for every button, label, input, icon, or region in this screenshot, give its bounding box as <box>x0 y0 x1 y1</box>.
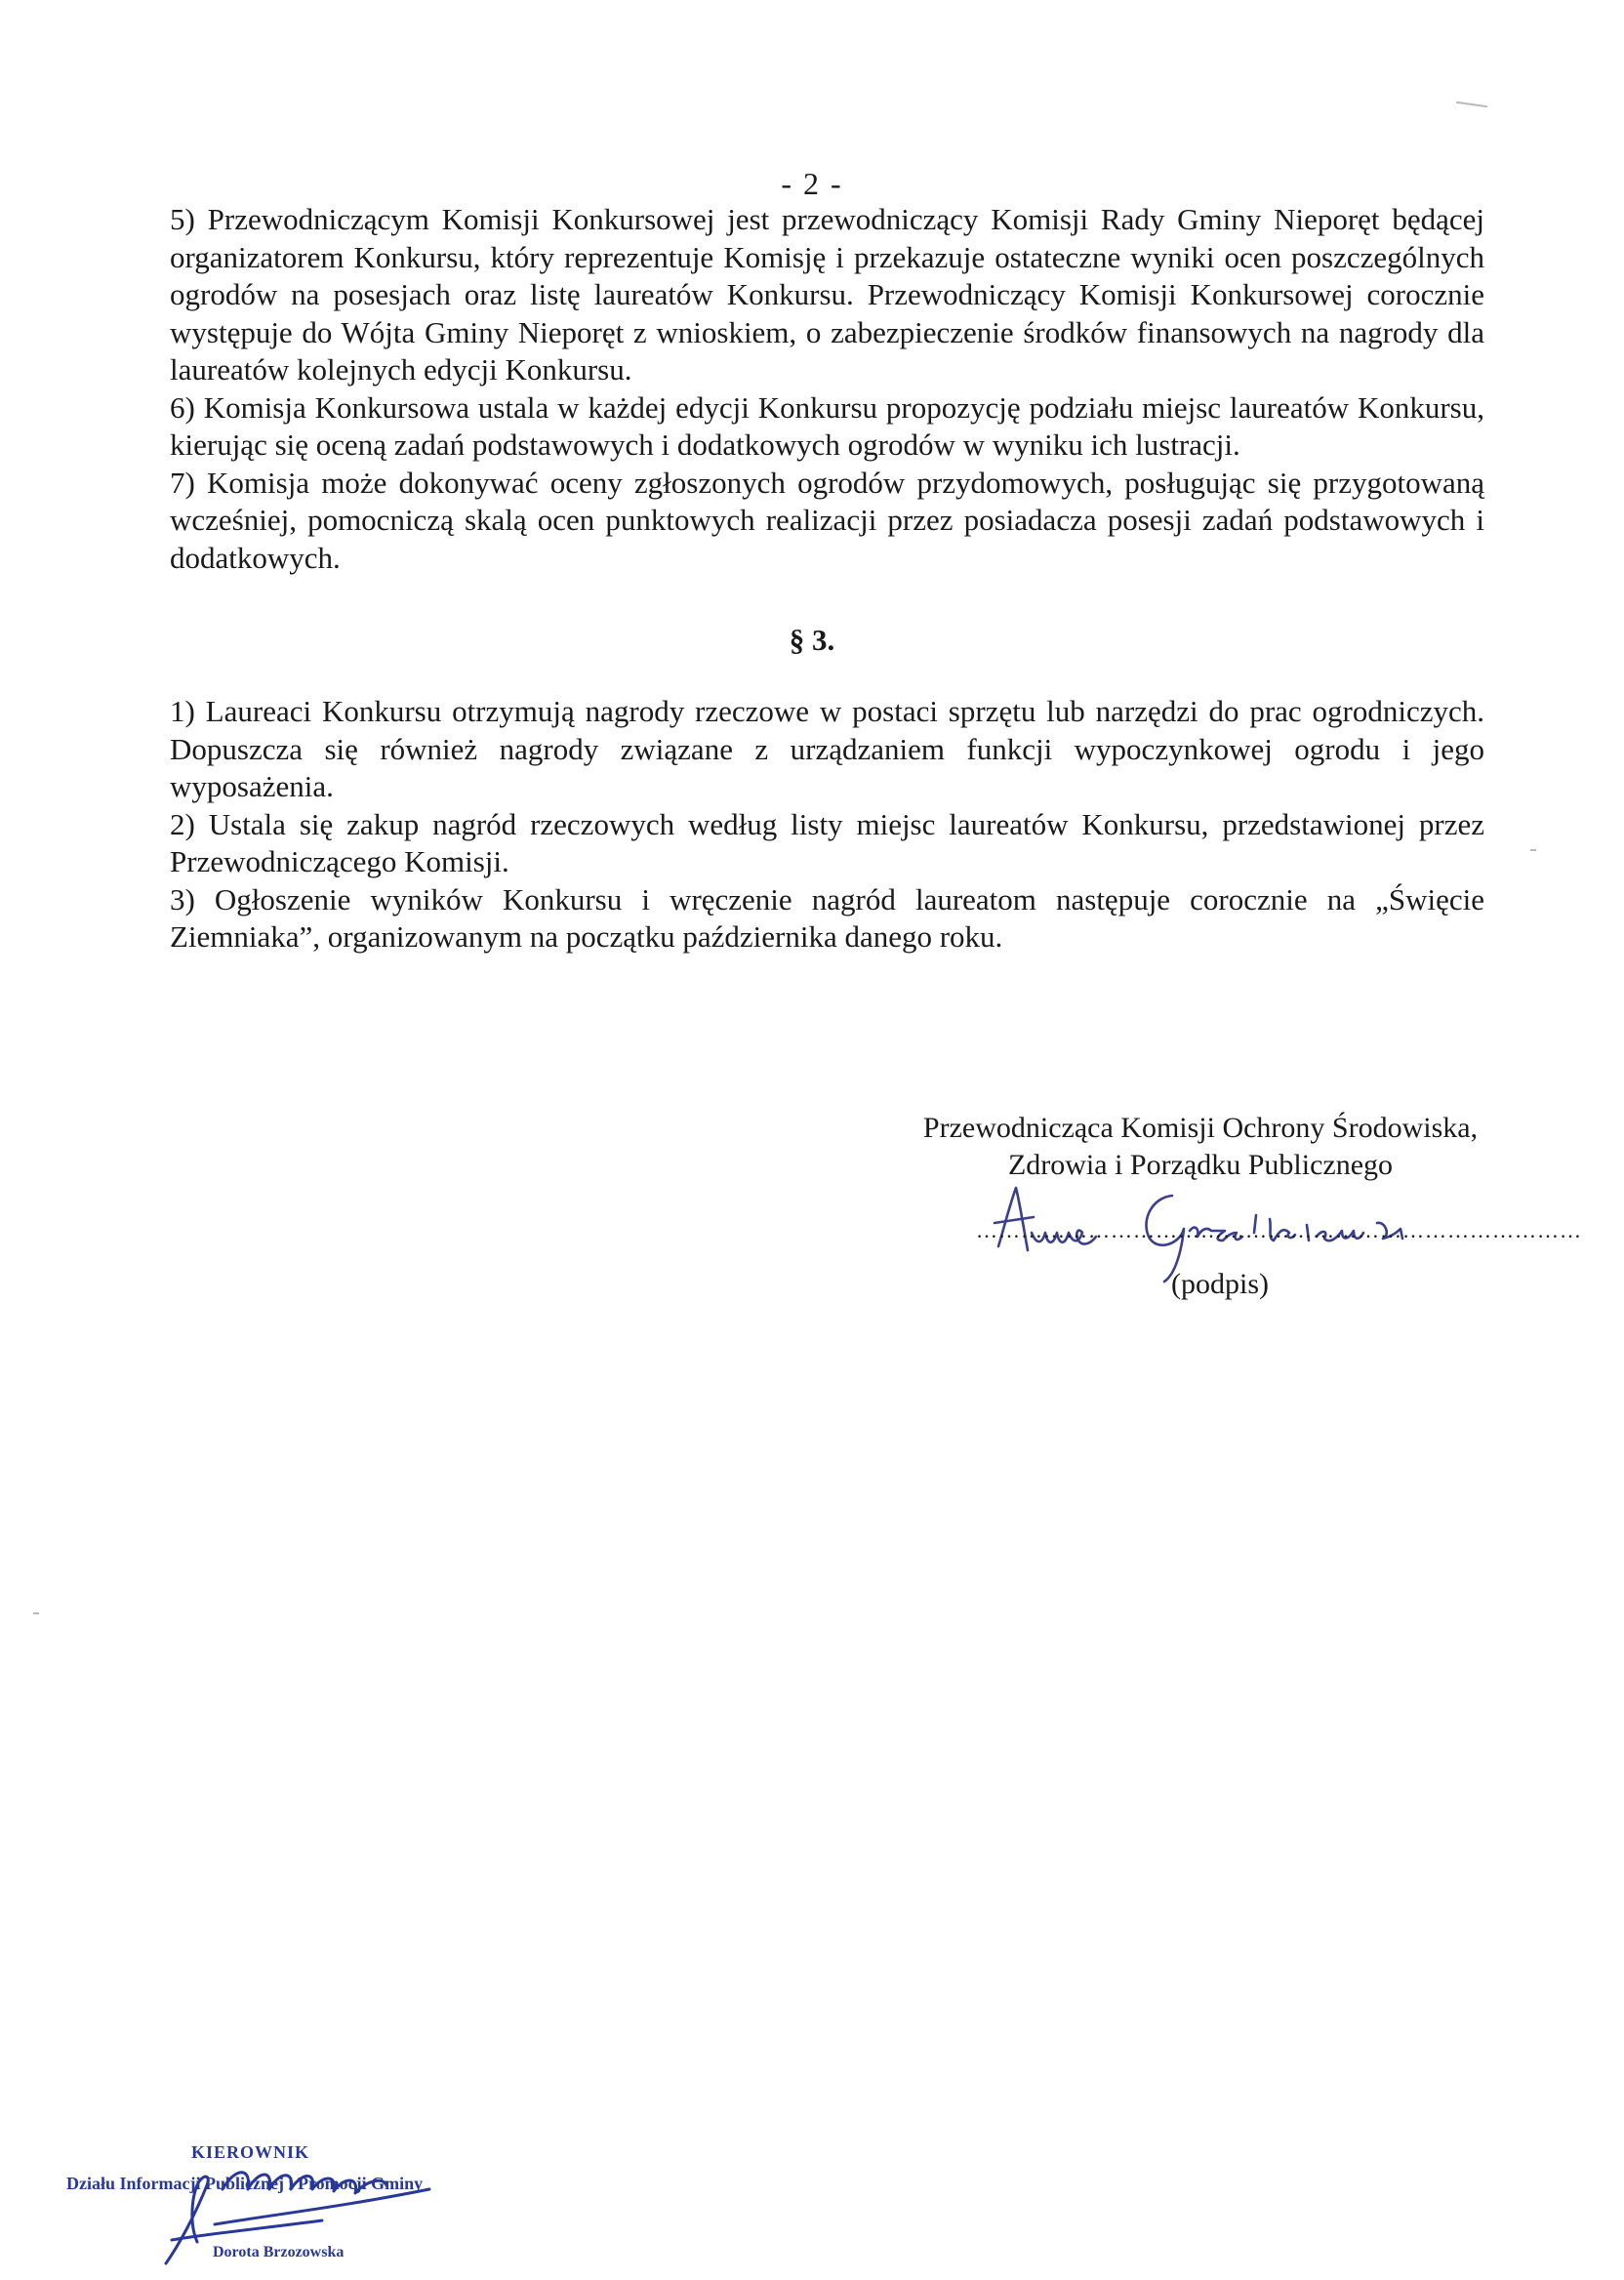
section-heading: § 3. <box>789 623 835 657</box>
scan-mark <box>1456 102 1487 107</box>
signature-caption: (podpis) <box>1171 1268 1269 1300</box>
paragraph: 5) Przewodniczącym Komisji Konkursowej jest przewodniczący Komisji Rady Gminy Nieporęt będącej organizatorem Konkursu, który reprezentuje Komisję i przekazuje ostateczne wyniki ocen poszczególnych ogrodów na posesjach oraz listę laureatów Konkursu. Przewodniczący Komisji Konkursowej corocznie występuje do Wójta Gminy Nieporęt z wnioskiem, o zabezpieczenie środków finansowych na nagrody dla laureatów kolejnych edycji Konkursu. <box>170 202 1484 387</box>
official-stamp <box>59 2142 449 2269</box>
stamp-department: Działu Informacji Publicznej i Promocji Gminy <box>66 2174 424 2193</box>
section-2-points <box>170 201 1484 577</box>
paragraph: 3) Ogłoszenie wyników Konkursu i wręczenie nagród laureatom następuje corocznie na „Święcie Ziemniaka”, organizowanym na początku października danego roku. <box>170 881 1484 954</box>
scan-mark <box>1530 849 1536 851</box>
signatory-title-line: Przewodnicząca Komisji Ochrony Środowiska, <box>922 1112 1479 1144</box>
paragraph: 7) Komisja może dokonywać oceny zgłoszonych ogrodów przydomowych, posługując się przygotowaną wcześniej, pomocniczą skalą ocen punktowych realizacji przez posiadacza posesji zadań podstawowych i dodatkowych. <box>170 465 1484 575</box>
paragraph: 2) Ustala się zakup nagród rzeczowych według listy miejsc laureatów Konkursu, przedstawionej przez Przewodniczącego Komisji. <box>170 806 1484 878</box>
signatory-title <box>878 1110 1522 1184</box>
signatory-title-line: Zdrowia i Porządku Publicznego <box>1007 1149 1394 1181</box>
paragraph: 1) Laureaci Konkursu otrzymują nagrody rzeczowe w postaci sprzętu lub narzędzi do prac ogrodniczych. Dopuszcza się również nagrody związane z urządzaniem funkcji wypoczynkowej ogrodu i jego wyposażenia. <box>170 694 1484 803</box>
stamp-title: KIEROWNIK <box>191 2142 310 2162</box>
paragraph: 6) Komisja Konkursowa ustala w każdej edycji Konkursu propozycję podziału miejsc laureatów Konkursu, kierując się oceną zadań podstawowych i dodatkowych ogrodów w wyniku ich lustracji. <box>170 389 1484 462</box>
stamp-signature <box>146 2156 449 2269</box>
signature-line: ……………………………………………………………………… <box>976 1218 1582 1242</box>
section-3-points <box>170 693 1484 957</box>
scan-mark <box>33 1612 39 1614</box>
page-number: - 2 - <box>781 166 843 201</box>
stamp-person-name: Dorota Brzozowska <box>213 2244 345 2260</box>
